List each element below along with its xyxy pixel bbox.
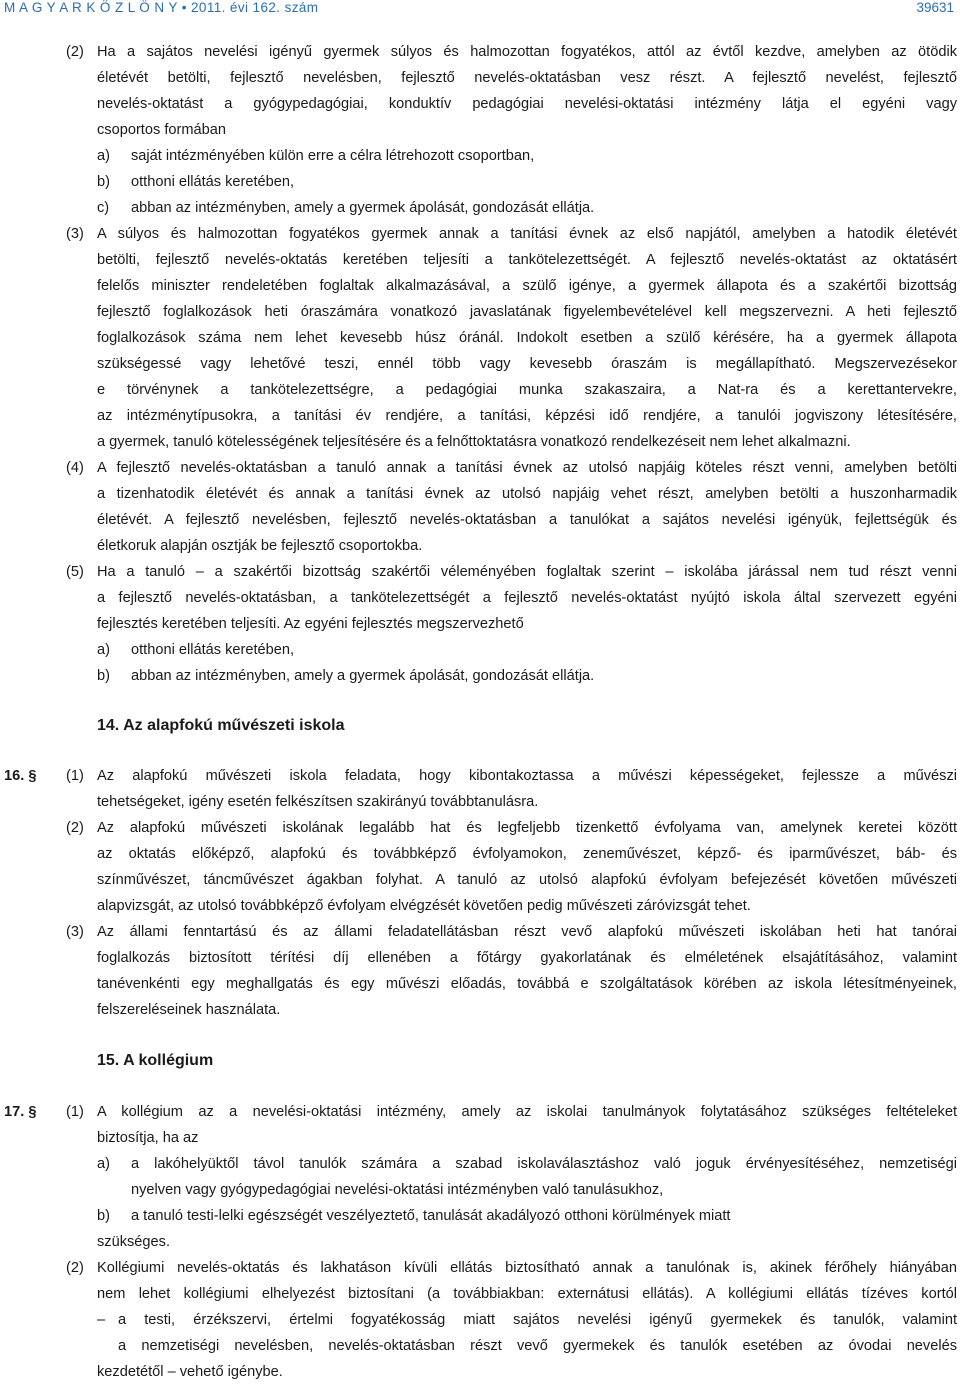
text-line: nevelés-oktatást a gyógypedagógiai, konduktív pedagógiai nevelési-oktatási intézmény látja el egyéni vagy <box>97 96 957 112</box>
page-header <box>0 0 960 18</box>
subsection-number: (1) <box>66 768 84 784</box>
subsection-number: (3) <box>66 924 84 940</box>
text-line: tehetségeket, igény esetén felkészítsen szakirányú továbbtanulásra. <box>97 794 539 810</box>
list-item-text: a tanuló testi-lelki egészségét veszélyeztető, tanulását akadályozó otthoni körülmények miatt <box>131 1208 731 1224</box>
list-item-text: saját intézményében külön erre a célra létrehozott csoportban, <box>131 148 535 164</box>
text-line: A fejlesztő nevelés-oktatásban a tanuló annak a tanítási évnek az utolsó napjáig köteles részt venni, amelyben betölti <box>97 460 957 476</box>
section-heading: 15. A kollégium <box>97 1052 214 1069</box>
text-line: a testi, érzékszervi, értelmi fogyatékosság miatt sajátos nevelési igényű gyermekek és tanulók, valamint <box>118 1312 957 1328</box>
text-line: nyelven vagy gyógypedagógiai nevelési-oktatási intézményben való tanulásukhoz, <box>131 1182 664 1198</box>
subsection-number: (5) <box>66 564 84 580</box>
list-item-text: otthoni ellátás keretében, <box>131 642 295 658</box>
text-line: életévét. A fejlesztő nevelésben, fejlesztő nevelés-oktatásban a tanulókat a sajátos nevelési igényük, fejlettségük és <box>97 512 957 528</box>
text-line: Az alapfokú művészeti iskolának legalább hat és legfeljebb tizenkettő évfolyama van, amelynek keretei között <box>97 820 957 836</box>
list-marker: b) <box>97 668 110 684</box>
subsection-number: (2) <box>66 820 84 836</box>
text-line: a tizenhatodik életévét és annak a tanítási évnek az utolsó napjáig vehet részt, amelyben betölti a huszonharmadik <box>97 486 957 502</box>
text-line: foglalkozás biztosított térítési díj ellenében a főtárgy gyakorlatának és elméletének elsajátításához, valamint <box>97 950 957 966</box>
text-line: A kollégium az a nevelési-oktatási intézmény, amely az iskolai tanulmányok folytatásához szükséges feltételeket <box>97 1104 957 1120</box>
list-marker: c) <box>97 200 110 216</box>
text-line: csoportos formában <box>97 122 226 138</box>
text-line: Az állami fenntartású és az állami feladatellátásban részt vevő alapfokú művészeti iskolában heti hat tanórai <box>97 924 957 940</box>
text-line: biztosítja, ha az <box>97 1130 199 1146</box>
list-item-text: abban az intézményben, amely a gyermek ápolását, gondozását ellátja. <box>131 200 595 216</box>
text-line: felszereléseinek használata. <box>97 1002 281 1018</box>
text-line: Az alapfokú művészeti iskola feladata, hogy kibontakoztassa a művészi képességeket, fejlessze a művészi <box>97 768 957 784</box>
list-marker: a) <box>97 1156 110 1172</box>
list-marker: a) <box>97 148 110 164</box>
paragraph-mark: 17. § <box>4 1104 37 1120</box>
text-line: Ha a tanuló – a szakértői bizottság szakértői véleményében foglaltak szerint – iskolába járással nem tud részt venni <box>97 564 957 580</box>
text-line: fejlesztő foglalkozások heti óraszámára vonatkozó javaslatának figyelembevételével kell megszervezni. A heti fejlesztő <box>97 304 957 320</box>
list-marker: b) <box>97 1208 110 1224</box>
section-heading: 14. Az alapfokú művészeti iskola <box>97 717 345 734</box>
list-item-text: abban az intézményben, amely a gyermek ápolását, gondozását ellátja. <box>131 668 595 684</box>
text-line: a lakóhelyüktől távol tanulók számára a szabad iskolaválasztáshoz való joguk érvényesítéséhez, nemzetiségi <box>131 1156 957 1172</box>
text-line: életkoruk alapján osztják be fejlesztő csoportokba. <box>97 538 423 554</box>
text-line: kezdetétől – vehető igénybe. <box>97 1364 283 1380</box>
publication-title: M A G Y A R K Ö Z L Ö N Y • 2011. évi 162. szám <box>4 0 319 15</box>
text-line: Kollégiumi nevelés-oktatás és lakhatáson kívüli ellátás biztosítható annak a tanulónak is, akinek férőhely hiányában <box>97 1260 957 1276</box>
text-line: életévét betölti, fejlesztő nevelésben, fejlesztő nevelés-oktatásban vesz részt. A fejlesztő nevelést, fejlesztő <box>97 70 957 86</box>
text-line: foglalkozások száma nem lehet kevesebb húsz óránál. Indokolt esetben a szülő kérésére, ha a gyermek állapota <box>97 330 957 346</box>
list-marker: – <box>97 1312 106 1328</box>
list-marker: b) <box>97 174 110 190</box>
list-marker: a) <box>97 642 110 658</box>
text-line: nem lehet kollégiumi elhelyezést biztosítani (a továbbiakban: externátusi ellátás). A kollégiumi ellátás tízéves kortól <box>97 1286 957 1302</box>
page-number: 39631 <box>916 0 954 15</box>
paragraph-mark: 16. § <box>4 768 37 784</box>
text-line: színművészet, táncművészet ágakban folyhat. A tanuló az utolsó alapfokú évfolyam befejezését követően művészeti <box>97 872 957 888</box>
text-line: szükséges. <box>97 1234 171 1250</box>
text-line: e törvénynek a tankötelezettségre, a pedagógiai munka szakaszaira, a Nat-ra és a kerettantervekre, <box>97 382 957 398</box>
subsection-number: (2) <box>66 1260 84 1276</box>
text-line: az intézménytípusokra, a tanítási év rendjére, a tanítási, képzési idő rendjére, a tanulói jogviszony létesítésére, <box>97 408 957 424</box>
text-line: szükségessé vagy lehetővé teszi, ennél több vagy kevesebb óraszám is megállapítható. Megszervezésekor <box>97 356 957 372</box>
text-line: felelős miniszter rendeletében foglaltak alkalmazásával, a szülő igénye, a gyermek állapota és a szakértői bizottság <box>97 278 957 294</box>
text-line: a nemzetiségi nevelésben, nevelés-oktatásban részt vevő gyermekek és tanulók esetében az óvodai nevelés <box>118 1338 957 1354</box>
subsection-number: (1) <box>66 1104 84 1120</box>
subsection-number: (3) <box>66 226 84 242</box>
list-item-text: otthoni ellátás keretében, <box>131 174 295 190</box>
text-line: a gyermek, tanuló kötelességének teljesítésére és a felnőttoktatásra vonatkozó rendelkezéseit nem lehet alkalmazni. <box>97 434 851 450</box>
text-line: A súlyos és halmozottan fogyatékos gyermek annak a tanítási évnek az első napjától, amelyben a hatodik életévét <box>97 226 957 242</box>
subsection-number: (4) <box>66 460 84 476</box>
text-line: tanévenkénti egy meghallgatás és egy művészi előadás, továbbá e szolgáltatások körében az iskola létesítményeinek, <box>97 976 957 992</box>
text-line: alapvizsgát, az utolsó továbbképző évfolyam elvégzését követően pedig művészeti záróvizsgát tehet. <box>97 898 751 914</box>
text-line: az oktatás előképző, alapfokú és továbbképző évfolyamokon, zeneművészet, képző- és iparművészet, báb- és <box>97 846 957 862</box>
text-line: Ha a sajátos nevelési igényű gyermek súlyos és halmozottan fogyatékos, attól az évtől kezdve, amelyben az ötödik <box>97 44 957 60</box>
subsection-number: (2) <box>66 44 84 60</box>
text-line: fejlesztés keretében teljesíti. Az egyéni fejlesztés megszervezhető <box>97 616 524 632</box>
text-line: a fejlesztő nevelés-oktatásban, a tankötelezettségét a fejlesztő nevelés-oktatást nyújtó iskola által szervezett egyéni <box>97 590 957 606</box>
text-line: betölti, fejlesztő nevelés-oktatás keretében teljesíti a tankötelezettségét. A fejlesztő nevelés-oktatást az oktatásért <box>97 252 957 268</box>
